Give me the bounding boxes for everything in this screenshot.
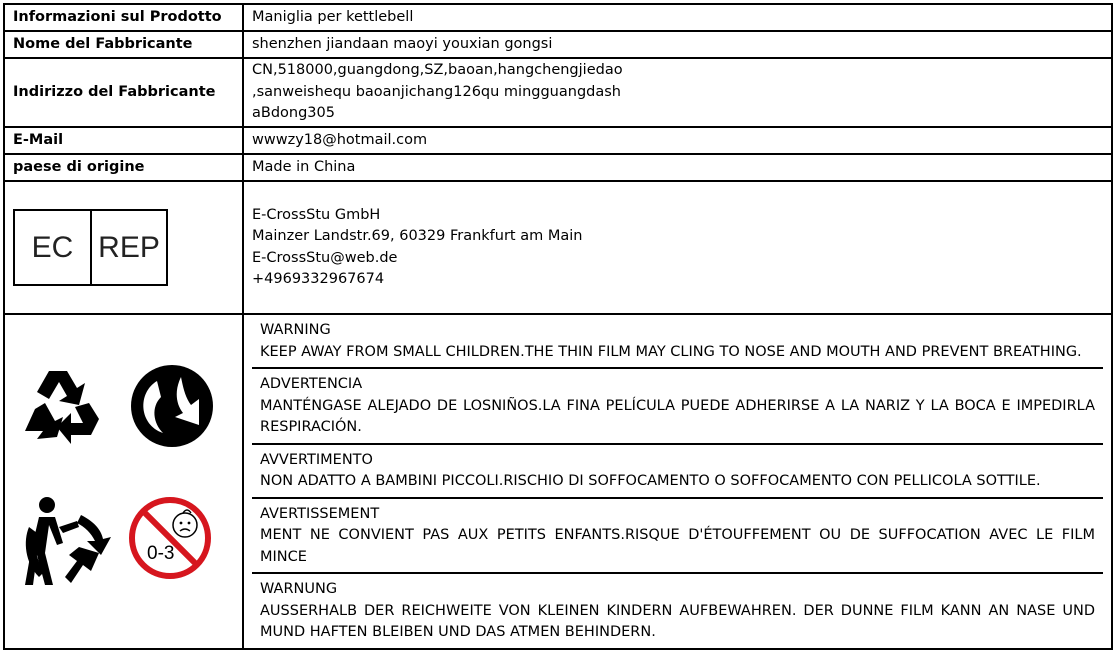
row-warnings: [4, 314, 1112, 649]
warning-body: MENT NE CONVIENT PAS AUX PETITS ENFANTS.RISQUE D'ÉTOUFFEMENT OU DE SUFFOCATION AVEC LE FILM MINCE: [260, 527, 1095, 565]
warning-title: AVERTISSEMENT: [260, 505, 380, 522]
row-ec-rep: [4, 181, 1112, 314]
warning-es: [252, 369, 1103, 445]
ec-rep-badge-cell: [4, 181, 243, 314]
origin-value: Made in China: [243, 154, 1112, 181]
warning-body: NON ADATTO A BAMBINI PICCOLI.RISCHIO DI SOFFOCAMENTO O SOFFOCAMENTO CON PELLICOLA SOTTILE.: [260, 473, 1041, 489]
warning-title: AVVERTIMENTO: [260, 451, 373, 468]
ec-rep-line: +4969332967674: [252, 271, 385, 287]
row-manufacturer-address: [4, 58, 1112, 127]
product-info-value: Maniglia per kettlebell: [243, 4, 1112, 31]
address-line: aBdong305: [252, 105, 335, 122]
symbols-cell: [4, 314, 243, 649]
warning-it: [252, 445, 1103, 499]
ec-rep-badge: [13, 209, 168, 286]
recycle-icon: [19, 363, 109, 449]
green-dot-icon: [129, 363, 215, 449]
ec-rep-line: E-CrossStu GmbH: [252, 206, 381, 223]
age-label: 0-3: [147, 543, 175, 565]
product-info-label: Informazioni sul Prodotto: [4, 4, 243, 31]
origin-label: paese di origine: [4, 154, 243, 181]
tidyman-icon: [19, 493, 113, 589]
warning-body: MANTÉNGASE ALEJADO DE LOSNIÑOS.LA FINA PELÍCULA PUEDE ADHERIRSE A LA NARIZ Y LA BOCA E IMPEDIRLA RESPIRACIÓN.: [260, 397, 1095, 435]
warning-en: [252, 315, 1103, 369]
product-info-table: [3, 3, 1113, 650]
warning-title: ADVERTENCIA: [260, 376, 363, 392]
warning-de: [252, 574, 1103, 648]
ec-rep-badge-left: EC: [15, 211, 92, 284]
ec-rep-details: [243, 181, 1112, 314]
row-origin: [4, 154, 1112, 181]
row-product-info: [4, 4, 1112, 31]
manufacturer-name-label: Nome del Fabbricante: [4, 31, 243, 58]
symbols-grid: [13, 329, 250, 633]
warning-fr: [252, 499, 1103, 575]
warning-title: WARNUNG: [260, 581, 338, 597]
email-value: wwwzy18@hotmail.com: [243, 127, 1112, 154]
warning-body: AUSSERHALB DER REICHWEITE VON KLEINEN KINDERN AUFBEWAHREN. DER DUNNE FILM KANN AN NASE UND MUND HAFTEN BLEIBEN UND DAS ATMEN BEHINDERN.: [260, 602, 1095, 640]
manufacturer-name-value: shenzhen jiandaan maoyi youxian gongsi: [243, 31, 1112, 58]
address-line: ,sanweishequ baoanjichang126qu mingguangdash: [252, 83, 621, 100]
address-line: CN,518000,guangdong,SZ,baoan,hangchengjiedao: [252, 62, 623, 79]
manufacturer-address-label: Indirizzo del Fabbricante: [4, 58, 243, 127]
ec-rep-line: E-CrossStu@web.de: [252, 249, 398, 266]
warning-title: WARNING: [260, 322, 331, 338]
not-for-children-0-3-icon: [127, 495, 213, 581]
row-email: [4, 127, 1112, 154]
manufacturer-address-value: [243, 58, 1112, 127]
email-label: E-Mail: [4, 127, 243, 154]
warnings-cell: [243, 314, 1112, 649]
warning-body: KEEP AWAY FROM SMALL CHILDREN.THE THIN FILM MAY CLING TO NOSE AND MOUTH AND PREVENT BREATHING.: [260, 343, 1082, 360]
row-manufacturer-name: [4, 31, 1112, 58]
ec-rep-line: Mainzer Landstr.69, 60329 Frankfurt am Main: [252, 228, 583, 244]
ec-rep-badge-right: REP: [98, 230, 160, 264]
